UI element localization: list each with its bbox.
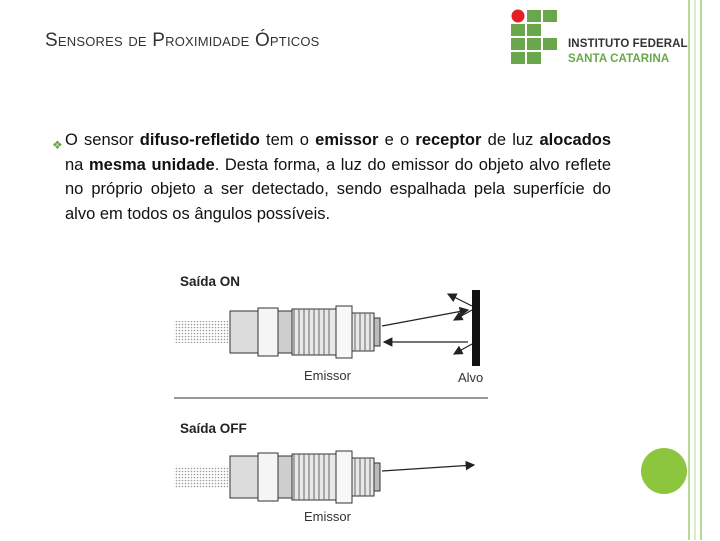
decorative-green-circle <box>641 448 687 494</box>
body-emphasis: emissor <box>315 131 379 149</box>
logo-text-campus: SANTA CATARINA <box>568 53 670 65</box>
sensor-diagram <box>172 266 502 536</box>
logo-text-institute: INSTITUTO FEDERAL <box>568 38 688 50</box>
body-emphasis: alocados <box>539 131 612 149</box>
body-emphasis: difuso-refletido <box>139 131 260 149</box>
ifsc-logo-mark <box>510 8 560 68</box>
target-label: Alvo <box>458 370 484 385</box>
output-off-label: Saída OFF <box>180 421 247 436</box>
body-text-segment: tem o <box>259 131 316 149</box>
ifsc-logo <box>510 8 690 70</box>
body-text-segment: e o <box>378 131 416 149</box>
body-emphasis: mesma unidade <box>88 155 215 174</box>
scatter-arrow-1 <box>448 294 472 306</box>
emitter-label-off: Emissor <box>304 509 351 524</box>
emitted-beam-arrow <box>382 310 468 326</box>
emitter-sensor-off <box>174 451 380 503</box>
output-on-label: Saída ON <box>180 274 241 289</box>
body-text-segment: na <box>65 155 89 174</box>
body-text-segment: O sensor <box>65 131 140 149</box>
decorative-side-bar-inner <box>694 0 696 540</box>
target-block <box>472 290 480 366</box>
emitted-beam-arrow-off <box>382 465 474 471</box>
scatter-arrow-3 <box>454 344 472 354</box>
body-text-segment: . Desta forma, a luz do emissor do objeto alvo reflete no próprio objeto a ser detectado, sendo espalhada pela superfície do alvo em todos os ângulos possíveis. <box>65 155 612 223</box>
emitter-sensor-on <box>174 306 380 358</box>
body-emphasis: receptor <box>415 131 482 149</box>
bullet-icon: ❖ <box>52 138 63 152</box>
sensor-diagram-svg <box>172 266 502 536</box>
body-text-segment: de luz <box>481 131 540 149</box>
slide-title: Sensores de Proximidade Ópticos <box>45 30 320 51</box>
body-paragraph <box>65 128 611 226</box>
emitter-label-on: Emissor <box>304 368 351 383</box>
